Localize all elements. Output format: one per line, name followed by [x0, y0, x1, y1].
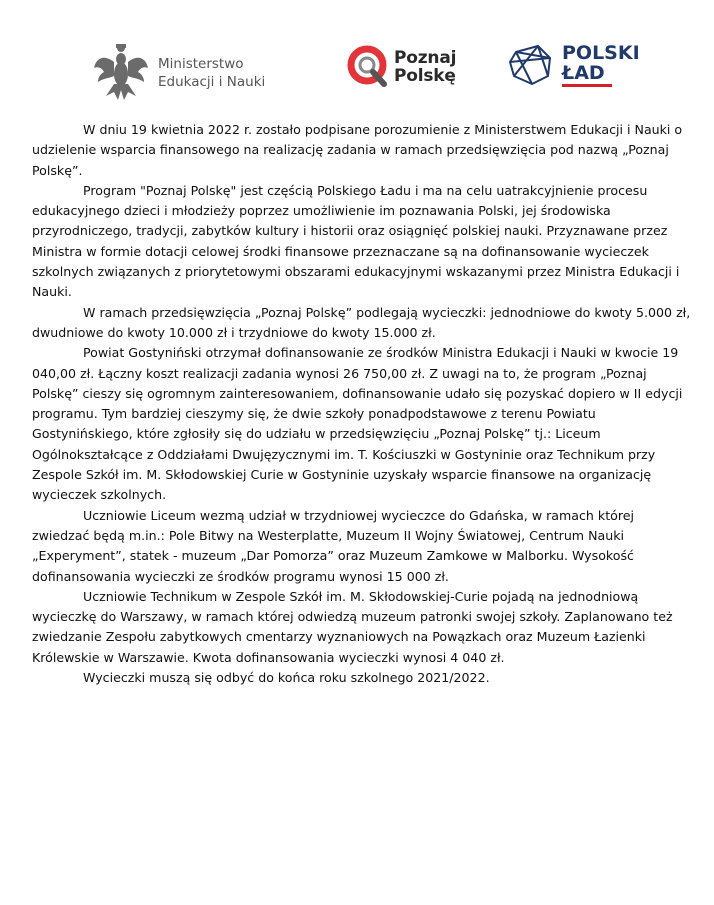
- poznaj-polske-text: [394, 49, 456, 85]
- paragraph-deadline: Wycieczki muszą się odbyć do końca roku szkolnego 2021/2022.: [83, 670, 490, 686]
- eagle-emblem-icon: [92, 42, 150, 104]
- ministry-line-1: Ministerstwo: [158, 56, 244, 72]
- polski-lad-map-icon: [508, 42, 554, 88]
- paragraph-program: Program "Poznaj Polskę" jest częścią Polskiego Ładu i ma na celu uatrakcyjnienie procesu edukacyjnego dzieci i młodzieży poprzez umożliwienie im poznawania Polski, jej środowiska przyrodniczego, tradycji, zabytków kultury i historii oraz osiągnięć polskiej nauki. Przyznawane przez Ministra w formie dotacji celowej środki finansowe przeznaczane są na dofinansowanie wycieczek szkolnych związanych z priorytetowymi obszarami edukacyjnymi wskazanymi przez Ministra Edukacji i Nauki.: [32, 182, 680, 300]
- paragraph-liceum-trip: Uczniowie Liceum wezmą udział w trzydniowej wycieczce do Gdańska, w ramach której zwiedzać będą m.in.: Pole Bitwy na Westerplatte, Muzeum II Wojny Światowej, Centrum Nauki „Experyment”, statek - muzeum „Dar Pomorza” oraz Muzeum Zamkowe w Malborku. Wysokość dofinansowania wycieczki ze środków programu wynosi 15 000 zł.: [32, 507, 634, 584]
- article-body: [32, 120, 692, 688]
- magnifier-q-icon: [346, 44, 388, 90]
- poznaj-line-1: Poznaj: [394, 48, 457, 68]
- ministry-logo: [92, 42, 265, 104]
- ministry-name: [158, 55, 265, 91]
- paragraph-funding: Powiat Gostyniński otrzymał dofinansowanie ze środków Ministra Edukacji i Nauki w kwocie 19 040,00 zł. Łączny koszt realizacji zadania wynosi 26 750,00 zł. Z uwagi na to, że program „Poznaj Polskę” cieszy się ogromnym zainteresowaniem, dofinansowanie udało się pozyskać dopiero w II edycji programu. Tym bardziej cieszymy się, że dwie szkoły ponadpodstawowe z terenu Powiatu Gostynińskiego, które zgłosiły się do udziału w przedsięwzięciu „Poznaj Polskę” tj.: Liceum Ogólnokształcące z Oddziałami Dwujęzycznymi im. T. Kościuszki w Gostyninie oraz Technikum przy Zespole Szkół im. M. Skłodowskiej Curie w Gostyninie uzyskały wsparcie finansowe na organizację wycieczek szkolnych.: [32, 345, 683, 503]
- paragraph-agreement: W dniu 19 kwietnia 2022 r. zostało podpisane porozumienie z Ministerstwem Edukacji i Nauki o udzielenie wsparcia finansowego na realizację zadania w ramach przedsięwzięcia pod nazwą „Poznaj Polskę”.: [32, 122, 683, 178]
- poznaj-polske-logo: [346, 44, 456, 90]
- polski-lad-underline: [562, 84, 612, 87]
- polski-lad-text: [562, 43, 640, 87]
- polski-lad-line-1: POLSKI: [562, 42, 640, 64]
- paragraph-technikum-trip: Uczniowie Technikum w Zespole Szkół im. M. Skłodowskiej-Curie pojadą na jednodniową wycieczkę do Warszawy, w ramach której odwiedzą muzeum patronki swojej szkoły. Zaplanowano też zwiedzanie Zespołu zabytkowych cmentarzy wyznaniowych na Powązkach oraz Muzeum Łazienki Królewskie w Warszawie. Kwota dofinansowania wycieczki wynosi 4 040 zł.: [32, 588, 673, 665]
- polski-lad-logo: [508, 42, 640, 88]
- paragraph-trip-limits: W ramach przedsięwzięcia „Poznaj Polskę” podlegają wycieczki: jednodniowe do kwoty 5.000 zł, dwudniowe do kwoty 10.000 zł i trzydniowe do kwoty 15.000 zł.: [32, 304, 691, 340]
- ministry-line-2: Edukacji i Nauki: [158, 74, 266, 90]
- polski-lad-line-2: ŁAD: [562, 62, 605, 84]
- logo-header: [0, 36, 714, 106]
- poznaj-line-2: Polskę: [394, 66, 456, 86]
